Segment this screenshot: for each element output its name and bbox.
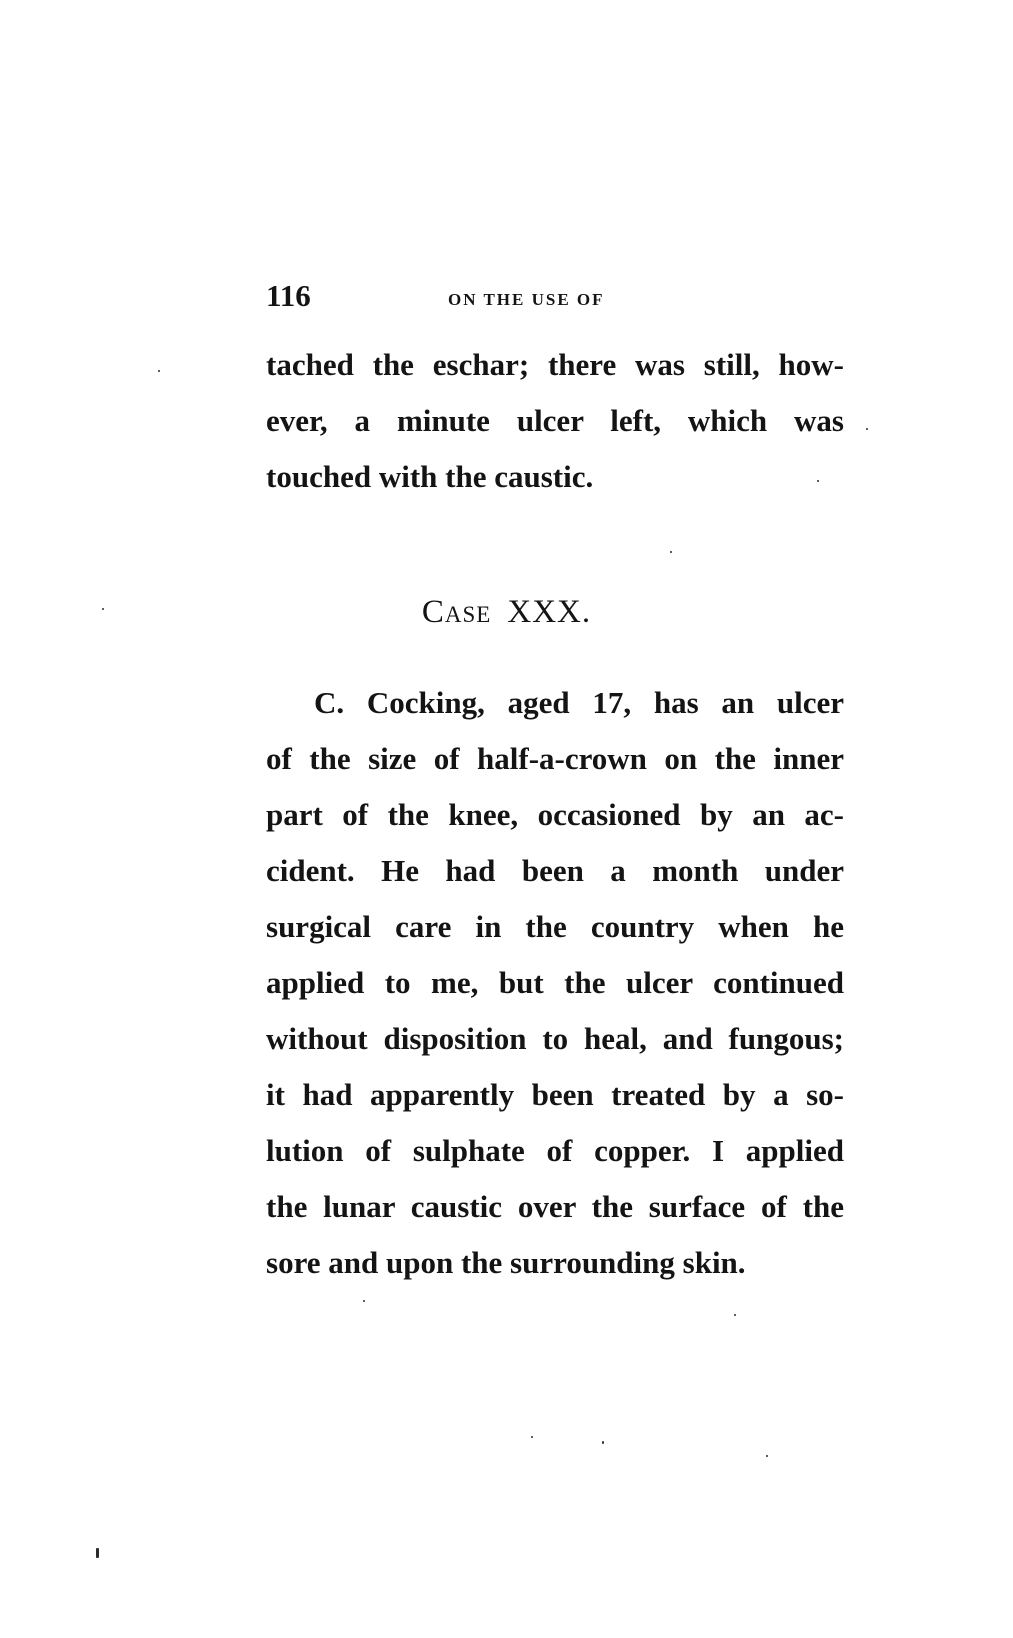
scan-speck [96,1548,99,1558]
page-number: 116 [266,278,311,313]
text-line: of the size of half-a-crown on the inner [266,741,844,776]
text-line: it had apparently been treated by a so- [266,1077,844,1112]
text-line: sore and upon the surrounding skin. [266,1245,746,1280]
text-line: without disposition to heal, and fungous; [266,1021,844,1056]
text-line: tached the eschar; there was still, how- [266,347,844,382]
text-line: cident. He had been a month under [266,853,844,888]
text-line: the lunar caustic over the surface of the [266,1189,844,1224]
scan-speck [602,1441,604,1444]
case-heading-number: XXX. [507,594,592,630]
running-head-title: ON THE USE OF [448,290,605,309]
continued-paragraph [266,337,844,505]
running-head [266,276,846,316]
scan-speck [158,370,160,372]
text-line: C. Cocking, aged 17, has an ulcer [314,685,844,720]
case-paragraph [266,675,844,1291]
text-line: ever, a minute ulcer left, which was [266,403,844,438]
case-heading-word: Case [421,594,492,630]
case-heading [0,588,1013,636]
scan-speck [734,1314,736,1316]
text-line: lution of sulphate of copper. I applied [266,1133,844,1168]
scan-speck [363,1300,365,1302]
scan-speck [817,480,819,482]
text-line: applied to me, but the ulcer continued [266,965,844,1000]
text-line: part of the knee, occasioned by an ac- [266,797,844,832]
scan-speck [670,551,672,553]
scan-speck [102,608,104,610]
scan-speck [531,1436,533,1438]
scan-speck [866,428,868,430]
scan-speck [766,1455,768,1457]
text-line: touched with the caustic. [266,459,594,494]
text-line: surgical care in the country when he [266,909,844,944]
